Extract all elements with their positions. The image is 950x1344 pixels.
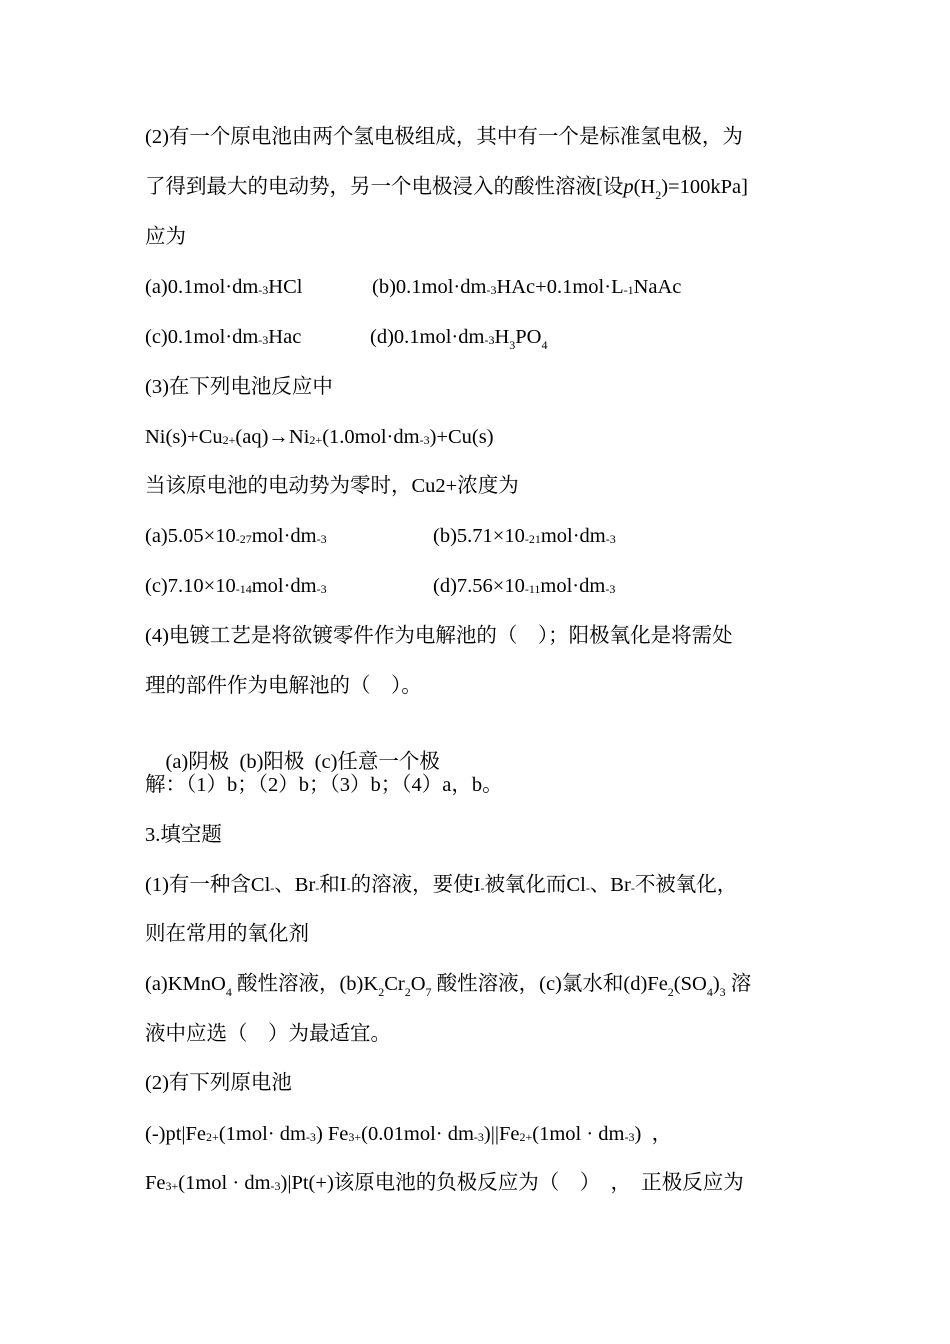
- superscript: -14: [235, 582, 252, 596]
- subscript: 3: [509, 338, 516, 352]
- subscript: 4: [225, 985, 232, 999]
- superscript: -11: [524, 582, 541, 596]
- oxidant-text: 溶: [725, 973, 752, 995]
- oxidant-text: (d)Fe: [623, 973, 668, 995]
- q4-line-1: [145, 623, 733, 649]
- reaction-text: (aq)→Ni: [235, 426, 310, 448]
- superscript: 2+: [206, 1130, 219, 1144]
- subscript: 2: [667, 985, 674, 999]
- q3-question: [145, 473, 519, 499]
- q2-line-3: [145, 224, 186, 250]
- cell-text: (0.01mol· dm: [361, 1123, 474, 1145]
- cell-text: Fe: [145, 1172, 166, 1194]
- q-text: (2)有下列原电池: [145, 1072, 292, 1094]
- superscript: 3+: [348, 1130, 362, 1144]
- superscript: -27: [235, 532, 252, 546]
- q2-line-2: [145, 174, 748, 202]
- superscript: 2+: [519, 1130, 533, 1144]
- superscript: -3: [605, 582, 616, 596]
- superscript: -3: [484, 333, 495, 347]
- option-text: (d)0.1mol·dm: [370, 326, 485, 348]
- oxidant-text: (a)KMnO: [145, 973, 226, 995]
- superscript: -: [315, 881, 320, 895]
- q3-option-d: [433, 573, 615, 601]
- q3-options-ab: [145, 523, 616, 551]
- oxidant-text: Cr: [384, 973, 405, 995]
- option-text: (b)5.71×10: [433, 525, 525, 547]
- answer-text: 解：（1）b；（2）b；（3）b；（4）a，b。: [145, 774, 503, 796]
- q-text: 不被氧化，: [634, 874, 738, 896]
- pressure-symbol: p: [623, 176, 634, 198]
- q3-options-cd: [145, 573, 616, 601]
- oxidant-text: (c)氯水和: [539, 973, 624, 995]
- q4-line-2: [145, 673, 422, 699]
- option-text: mol·dm: [251, 525, 317, 547]
- superscript: -: [630, 881, 635, 895]
- cell-text: )|Pt(+)该原电池的负极反应为（ ） ， 正极反应为: [280, 1172, 744, 1194]
- q3-title: [145, 374, 333, 400]
- oxidant-text: ): [712, 973, 720, 995]
- oxidant-text: (SO: [673, 973, 707, 995]
- q3-option-c: [145, 575, 327, 597]
- option-text: H: [494, 326, 510, 348]
- subscript: 4: [541, 338, 548, 352]
- q2-option-c: [145, 326, 301, 348]
- subscript: 4: [706, 985, 713, 999]
- cell-text: (-)pt|Fe: [145, 1123, 207, 1145]
- reaction-text: (1.0mol·dm: [322, 426, 420, 448]
- superscript: -: [270, 881, 275, 895]
- q3-option-a: [145, 525, 327, 547]
- superscript: -: [480, 881, 485, 895]
- q2-option-a: [145, 276, 302, 298]
- superscript: -3: [258, 283, 269, 297]
- subscript: 2: [655, 188, 662, 202]
- pressure-value: )=100kPa]: [661, 176, 748, 198]
- q-text: 、Br: [589, 874, 631, 896]
- q2-text-3: 应为: [145, 226, 186, 248]
- s3-q2-cell-line-1: [145, 1121, 672, 1149]
- q2-text-1: (2)有一个原电池由两个氢电极组成，其中有一个是标准氢电极，为: [145, 126, 743, 148]
- cell-text: (1mol · dm: [178, 1172, 271, 1194]
- reaction-text: Ni(s)+Cu: [145, 426, 223, 448]
- superscript: -3: [258, 333, 269, 347]
- q-text: (1)有一种含Cl: [145, 874, 271, 896]
- cell-text: )||Fe: [483, 1123, 520, 1145]
- s3-q1-oxidants: [145, 971, 751, 999]
- superscript: -21: [524, 532, 541, 546]
- option-text: PO: [515, 326, 542, 348]
- superscript: -3: [305, 1130, 316, 1144]
- option-text: mol·dm: [251, 575, 317, 597]
- option-text: (b)0.1mol·dm: [372, 276, 487, 298]
- q4-options-text: (a)阴极 (b)阳极 (c)任意一个极: [165, 751, 440, 773]
- s3-q1-line-1: [145, 872, 737, 900]
- q2-options-ab: [145, 274, 682, 302]
- superscript: 2+: [222, 433, 236, 447]
- subscript: 2: [404, 985, 411, 999]
- subscript: 2: [378, 985, 385, 999]
- cell-text: ) ，: [634, 1123, 673, 1145]
- s3-q1-end: [145, 1021, 391, 1047]
- superscript: -: [585, 881, 590, 895]
- q-text: 则在常用的氧化剂: [145, 923, 309, 945]
- oxidant-text: 酸性溶液，: [431, 973, 540, 995]
- section-3-title: [145, 822, 222, 848]
- q-text: 、Br: [274, 874, 316, 896]
- option-text: (a)0.1mol·dm: [145, 276, 259, 298]
- q3-question-text: 当该原电池的电动势为零时，Cu2+浓度为: [145, 475, 519, 497]
- subscript: 7: [425, 985, 432, 999]
- oxidant-text: 酸性溶液，: [231, 973, 340, 995]
- q2-text-2: 了得到最大的电动势，另一个电极浸入的酸性溶液[设: [145, 176, 624, 198]
- superscript: 3+: [165, 1179, 179, 1193]
- s3-q2-title: [145, 1070, 292, 1096]
- option-text: HCl: [268, 276, 303, 298]
- option-text: (c)7.10×10: [145, 575, 236, 597]
- q2-line-1: [145, 124, 743, 150]
- superscript: -1: [623, 283, 634, 297]
- cell-text: (1mol · dm: [532, 1123, 625, 1145]
- superscript: -: [346, 881, 351, 895]
- q3-title-text: (3)在下列电池反应中: [145, 376, 333, 398]
- q-text: 的溶液，要使I: [350, 874, 481, 896]
- superscript: -3: [270, 1179, 281, 1193]
- h-text: (H: [633, 176, 656, 198]
- q-text: 和I: [319, 874, 347, 896]
- oxidant-text: O: [410, 973, 426, 995]
- superscript: -3: [473, 1130, 484, 1144]
- q3-reaction: [145, 424, 494, 452]
- superscript: -3: [624, 1130, 635, 1144]
- oxidant-text: (b)K: [339, 973, 379, 995]
- option-text: (d)7.56×10: [433, 575, 525, 597]
- q-text: 被氧化而Cl: [484, 874, 586, 896]
- s3-q1-line-2: [145, 921, 309, 947]
- superscript: -3: [316, 582, 327, 596]
- option-text: NaAc: [633, 276, 682, 298]
- option-text: (c)0.1mol·dm: [145, 326, 259, 348]
- cell-text: (1mol· dm: [218, 1123, 306, 1145]
- superscript: -3: [316, 532, 327, 546]
- q2-option-b: [372, 274, 681, 302]
- reaction-text: )+Cu(s): [429, 426, 494, 448]
- superscript: 2+: [309, 433, 323, 447]
- cell-text: ) Fe: [315, 1123, 349, 1145]
- q4-text-2: 理的部件作为电解池的（ ）。: [145, 675, 422, 697]
- subscript: 3: [719, 985, 726, 999]
- superscript: -3: [419, 433, 430, 447]
- superscript: -3: [486, 283, 497, 297]
- q4-text-1: (4)电镀工艺是将欲镀零件作为电解池的（ ）；阳极氧化是将需处: [145, 625, 733, 647]
- option-text: HAc+0.1mol·L: [496, 276, 624, 298]
- q-text: 液中应选（ ）为最适宜。: [145, 1023, 391, 1045]
- option-text: Hac: [268, 326, 302, 348]
- section-title-text: 3.填空题: [145, 824, 222, 846]
- s3-q2-cell-line-2: [145, 1170, 744, 1198]
- q2-option-d: [370, 324, 547, 352]
- superscript: -3: [605, 532, 616, 546]
- option-text: (a)5.05×10: [145, 525, 236, 547]
- q3-option-b: [433, 523, 616, 551]
- option-text: mol·dm: [540, 575, 606, 597]
- option-text: mol·dm: [540, 525, 606, 547]
- answer-line: [145, 772, 503, 798]
